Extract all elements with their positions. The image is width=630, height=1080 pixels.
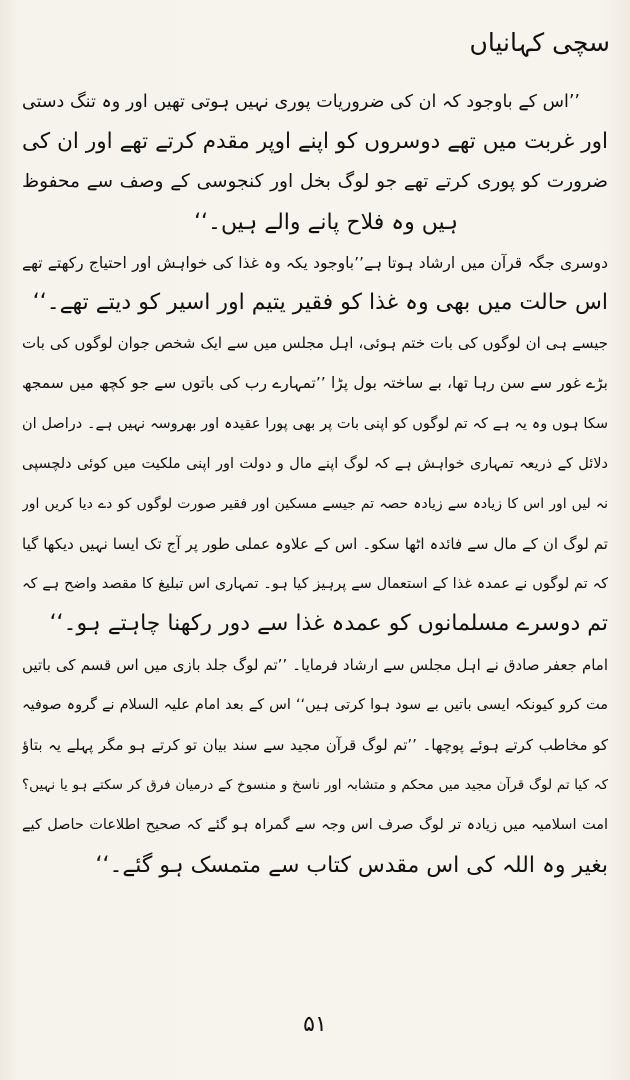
text-line: نہ لیں اور اس کا زیادہ سے زیادہ حصہ تم جیسے مسکین اور فقیر صورت لوگوں کو دے دیا کریں اور <box>22 495 608 512</box>
text-line: سکا ہوں وہ یہ ہے کہ تم لوگوں کو اپنی بات پر بھی پورا عقیدہ اور بھروسہ نہیں ہے۔ دراصل ان <box>22 415 608 432</box>
text-line: ’’اس کے باوجود کہ ان کی ضروریات پوری نہیں ہوتی تھیں اور وہ تنگ دستی <box>22 92 580 112</box>
text-line: ضرورت کو پوری کرتے تھے جو لوگ بخل اور کنجوسی کے وصف سے محفوظ <box>22 171 608 193</box>
text-line: امت اسلامیہ میں زیادہ تر لوگ صرف اس وجہ سے گمراہ ہو گئے کہ صحیح اطلاعات حاصل کیے <box>22 817 608 834</box>
text-line: دوسری جگہ قرآن میں ارشاد ہوتا ہے’’باوجود یکہ وہ غذا کی خواہش اور احتیاج رکھتے تھے <box>22 253 608 272</box>
text-line: امام جعفر صادق نے اہل مجلس سے ارشاد فرمایا۔ ’’تم لوگ جلد بازی میں اس قسم کی باتیں <box>22 655 608 674</box>
text-line: مت کرو کیونکہ ایسی باتیں بے سود ہوا کرتی ہیں‘‘ اس کے بعد امام علیہ السلام نے گروہ صوفیہ <box>22 696 608 713</box>
text-line: ہیں وہ فلاح پانے والے ہیں۔‘‘ <box>194 209 458 235</box>
text-line: تم لوگ ان کے مال سے فائدہ اٹھا سکو۔ اس کے علاوہ عملی طور پر آج تک ایسا نہیں دیکھا گیا <box>22 535 608 554</box>
text-line: کہ تم لوگوں نے عمدہ غذا کے استعمال سے پرہیز کیا ہو۔ تمہاری اس تبلیغ کا مقصد واضح ہے کہ <box>22 576 608 593</box>
text-line: دلائل کے ذریعہ تمہاری خواہش ہے کہ لوگ اپنے مال و دولت اور اپنی ملکیت میں کوئی دلچسپی <box>22 455 608 472</box>
text-line: بڑے غور سے سن رہا تھا، بے ساختہ بول پڑا ’’تمہارے رب کی باتوں سے جو کچھ میں سمجھ <box>22 374 608 393</box>
page-body <box>22 82 608 886</box>
page-number: ۵۱ <box>303 1012 327 1037</box>
text-line: جیسے ہی ان لوگوں کی بات ختم ہوئی، اہل مجلس میں سے ایک شخص جوان لوگوں کی بات <box>22 334 608 353</box>
text-line: کو مخاطب کرتے ہوئے پوچھا۔ ’’تم لوگ قرآن مجید سے سند بیان تو کرتے ہو مگر پہلے یہ بتاؤ <box>22 736 608 754</box>
running-header: سچی کہانیاں <box>469 28 610 57</box>
text-line: اس حالت میں بھی وہ غذا کو فقیر یتیم اور اسیر کو دیتے تھے۔‘‘ <box>32 289 608 315</box>
text-line: تم دوسرے مسلمانوں کو عمدہ غذا سے دور رکھنا چاہتے ہو۔‘‘ <box>49 611 608 637</box>
text-line: بغیر وہ اللہ کی اس مقدس کتاب سے متمسک ہو گئے۔‘‘ <box>95 852 608 878</box>
text-line: کہ کیا تم لوگ قرآن مجید میں محکم و متشابہ اور ناسخ و منسوخ کے درمیان فرق کر سکتے ہو یا نہیں؟ <box>22 777 608 794</box>
text-line: اور غربت میں تھے دوسروں کو اپنے اوپر مقدم کرتے تھے اور ان کی <box>22 129 608 155</box>
